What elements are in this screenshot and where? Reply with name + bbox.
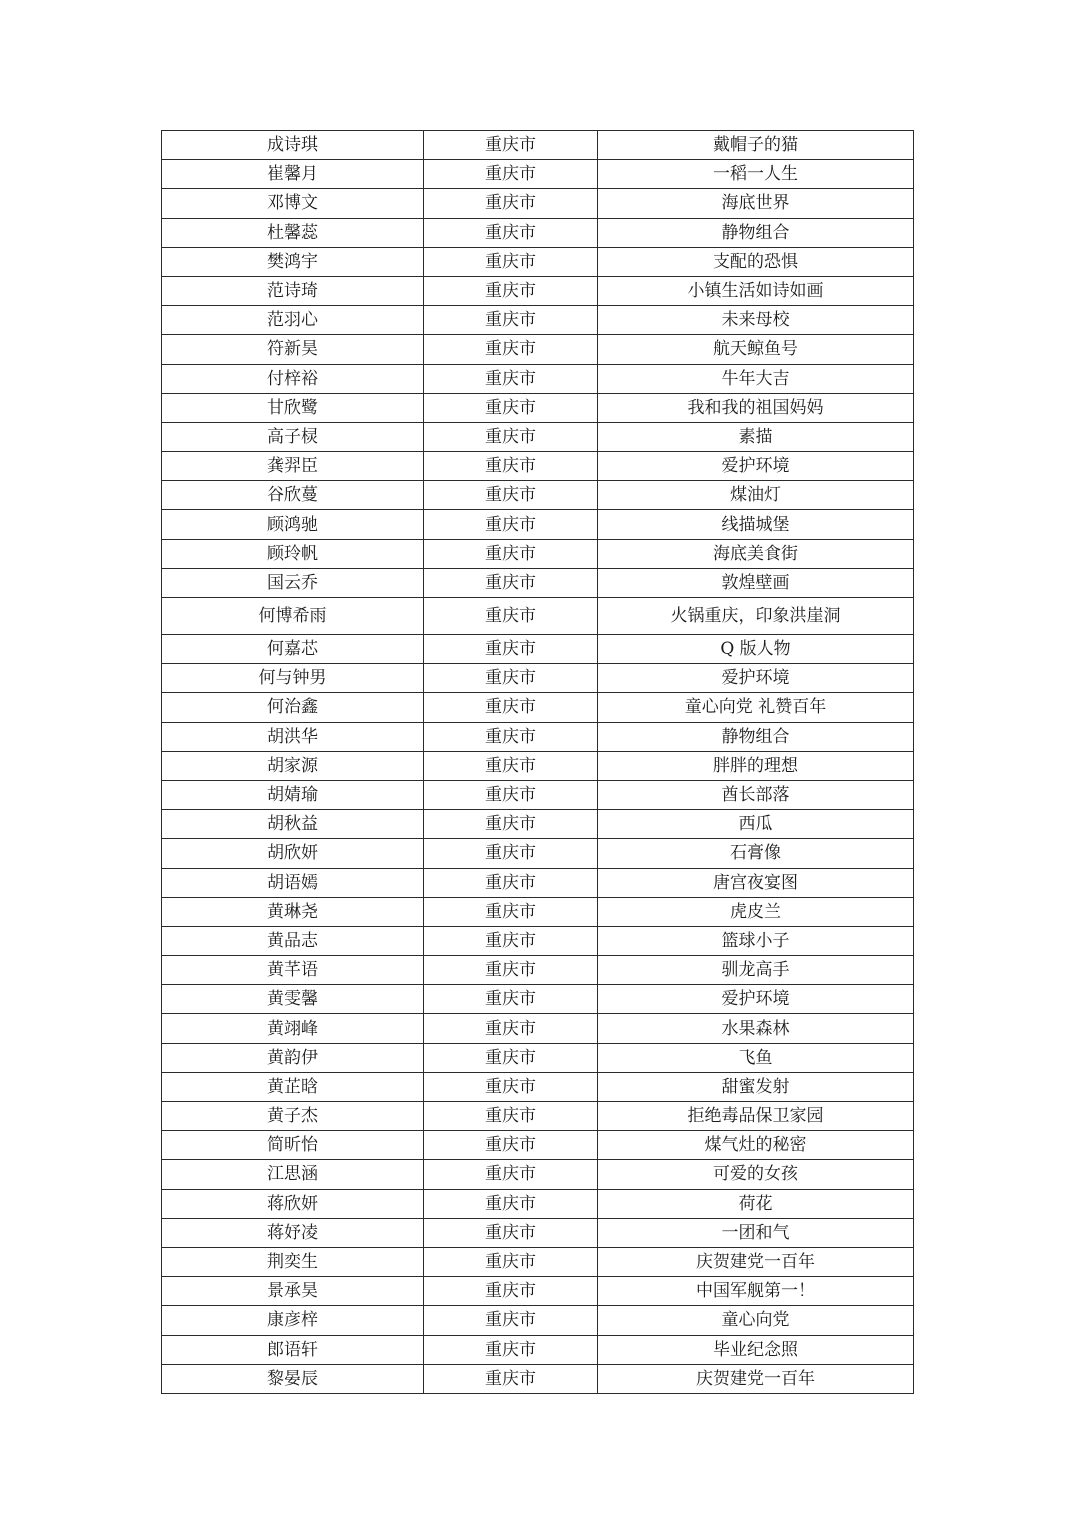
city-cell: 重庆市	[424, 247, 598, 276]
city-cell: 重庆市	[424, 985, 598, 1014]
table-row	[162, 393, 914, 422]
table-row	[162, 598, 914, 635]
name-cell: 何治鑫	[162, 693, 424, 722]
artwork-title-cell: 静物组合	[598, 218, 914, 247]
table-row	[162, 897, 914, 926]
city-cell: 重庆市	[424, 868, 598, 897]
name-cell: 黄琳尧	[162, 897, 424, 926]
name-cell: 黄芷晗	[162, 1072, 424, 1101]
name-cell: 黄翊峰	[162, 1014, 424, 1043]
table-row	[162, 131, 914, 160]
table-row	[162, 868, 914, 897]
city-cell: 重庆市	[424, 1043, 598, 1072]
name-cell: 胡洪华	[162, 722, 424, 751]
city-cell: 重庆市	[424, 1218, 598, 1247]
city-cell: 重庆市	[424, 335, 598, 364]
name-cell: 胡语嫣	[162, 868, 424, 897]
city-cell: 重庆市	[424, 539, 598, 568]
name-cell: 江思涵	[162, 1160, 424, 1189]
city-cell: 重庆市	[424, 780, 598, 809]
table-row	[162, 810, 914, 839]
name-cell: 景承昊	[162, 1277, 424, 1306]
artwork-title-cell: 小镇生活如诗如画	[598, 276, 914, 305]
city-cell: 重庆市	[424, 481, 598, 510]
artwork-title-cell: 拒绝毒品保卫家园	[598, 1102, 914, 1131]
city-cell: 重庆市	[424, 635, 598, 664]
city-cell: 重庆市	[424, 568, 598, 597]
table-row	[162, 1160, 914, 1189]
name-cell: 康彦梓	[162, 1306, 424, 1335]
name-cell: 符新昊	[162, 335, 424, 364]
table-row	[162, 1131, 914, 1160]
city-cell: 重庆市	[424, 393, 598, 422]
artwork-title-cell: 荷花	[598, 1189, 914, 1218]
city-cell: 重庆市	[424, 452, 598, 481]
table-row	[162, 218, 914, 247]
name-cell: 高子棂	[162, 422, 424, 451]
city-cell: 重庆市	[424, 926, 598, 955]
table-row	[162, 189, 914, 218]
name-cell: 胡婧瑜	[162, 780, 424, 809]
artwork-title-cell: 可爱的女孩	[598, 1160, 914, 1189]
city-cell: 重庆市	[424, 810, 598, 839]
name-cell: 龚羿臣	[162, 452, 424, 481]
table-row	[162, 364, 914, 393]
city-cell: 重庆市	[424, 1189, 598, 1218]
artwork-title-cell: 航天鲸鱼号	[598, 335, 914, 364]
table-row	[162, 839, 914, 868]
name-cell: 成诗琪	[162, 131, 424, 160]
city-cell: 重庆市	[424, 722, 598, 751]
table-row	[162, 1189, 914, 1218]
city-cell: 重庆市	[424, 664, 598, 693]
city-cell: 重庆市	[424, 751, 598, 780]
artwork-title-cell: 敦煌壁画	[598, 568, 914, 597]
table-row	[162, 568, 914, 597]
city-cell: 重庆市	[424, 1364, 598, 1393]
artwork-title-cell: 静物组合	[598, 722, 914, 751]
table-row	[162, 956, 914, 985]
name-cell: 胡欣妍	[162, 839, 424, 868]
table-row	[162, 510, 914, 539]
table-row	[162, 1277, 914, 1306]
city-cell: 重庆市	[424, 1160, 598, 1189]
artwork-title-cell: 水果森林	[598, 1014, 914, 1043]
city-cell: 重庆市	[424, 189, 598, 218]
name-cell: 荆奕生	[162, 1247, 424, 1276]
city-cell: 重庆市	[424, 218, 598, 247]
city-cell: 重庆市	[424, 598, 598, 635]
artwork-title-cell: 西瓜	[598, 810, 914, 839]
artwork-title-cell: 火锅重庆，印象洪崖洞	[598, 598, 914, 635]
table-row	[162, 247, 914, 276]
name-cell: 甘欣鹭	[162, 393, 424, 422]
table-row	[162, 985, 914, 1014]
artwork-title-cell: 中国军舰第一！	[598, 1277, 914, 1306]
artwork-title-cell: 虎皮兰	[598, 897, 914, 926]
artwork-title-cell: 童心向党	[598, 1306, 914, 1335]
artwork-title-cell: 我和我的祖国妈妈	[598, 393, 914, 422]
city-cell: 重庆市	[424, 306, 598, 335]
artwork-title-cell: Q 版人物	[598, 635, 914, 664]
name-cell: 黄品志	[162, 926, 424, 955]
name-cell: 简昕怡	[162, 1131, 424, 1160]
city-cell: 重庆市	[424, 510, 598, 539]
table-row	[162, 306, 914, 335]
city-cell: 重庆市	[424, 276, 598, 305]
artwork-title-cell: 驯龙高手	[598, 956, 914, 985]
table-row	[162, 1218, 914, 1247]
city-cell: 重庆市	[424, 839, 598, 868]
artwork-title-cell: 庆贺建党一百年	[598, 1364, 914, 1393]
table-row	[162, 664, 914, 693]
name-cell: 黎晏辰	[162, 1364, 424, 1393]
roster-table-body	[162, 131, 914, 1394]
name-cell: 黄芊语	[162, 956, 424, 985]
table-row	[162, 1364, 914, 1393]
roster-table	[161, 130, 914, 1394]
artwork-title-cell: 戴帽子的猫	[598, 131, 914, 160]
table-row	[162, 539, 914, 568]
table-row	[162, 1335, 914, 1364]
city-cell: 重庆市	[424, 1306, 598, 1335]
artwork-title-cell: 爱护环境	[598, 452, 914, 481]
artwork-title-cell: 线描城堡	[598, 510, 914, 539]
city-cell: 重庆市	[424, 1335, 598, 1364]
name-cell: 范诗琦	[162, 276, 424, 305]
table-row	[162, 635, 914, 664]
table-row	[162, 722, 914, 751]
artwork-title-cell: 飞鱼	[598, 1043, 914, 1072]
table-row	[162, 452, 914, 481]
artwork-title-cell: 素描	[598, 422, 914, 451]
artwork-title-cell: 篮球小子	[598, 926, 914, 955]
city-cell: 重庆市	[424, 364, 598, 393]
table-row	[162, 1247, 914, 1276]
table-row	[162, 1102, 914, 1131]
artwork-title-cell: 支配的恐惧	[598, 247, 914, 276]
name-cell: 崔馨月	[162, 160, 424, 189]
table-row	[162, 1014, 914, 1043]
city-cell: 重庆市	[424, 897, 598, 926]
table-row	[162, 693, 914, 722]
name-cell: 何博希雨	[162, 598, 424, 635]
artwork-title-cell: 爱护环境	[598, 664, 914, 693]
artwork-title-cell: 酋长部落	[598, 780, 914, 809]
artwork-title-cell: 唐宫夜宴图	[598, 868, 914, 897]
table-row	[162, 335, 914, 364]
artwork-title-cell: 未来母校	[598, 306, 914, 335]
table-row	[162, 751, 914, 780]
table-row	[162, 422, 914, 451]
name-cell: 顾玲帆	[162, 539, 424, 568]
name-cell: 何嘉芯	[162, 635, 424, 664]
table-row	[162, 1072, 914, 1101]
name-cell: 蒋欣妍	[162, 1189, 424, 1218]
city-cell: 重庆市	[424, 693, 598, 722]
table-row	[162, 1043, 914, 1072]
name-cell: 胡秋益	[162, 810, 424, 839]
name-cell: 黄雯馨	[162, 985, 424, 1014]
name-cell: 黄韵伊	[162, 1043, 424, 1072]
name-cell: 谷欣蔓	[162, 481, 424, 510]
artwork-title-cell: 海底美食街	[598, 539, 914, 568]
artwork-title-cell: 毕业纪念照	[598, 1335, 914, 1364]
table-row	[162, 1306, 914, 1335]
table-row	[162, 481, 914, 510]
city-cell: 重庆市	[424, 160, 598, 189]
name-cell: 杜馨蕊	[162, 218, 424, 247]
city-cell: 重庆市	[424, 1131, 598, 1160]
city-cell: 重庆市	[424, 422, 598, 451]
artwork-title-cell: 石膏像	[598, 839, 914, 868]
name-cell: 邓博文	[162, 189, 424, 218]
name-cell: 付梓裕	[162, 364, 424, 393]
artwork-title-cell: 一团和气	[598, 1218, 914, 1247]
artwork-title-cell: 甜蜜发射	[598, 1072, 914, 1101]
name-cell: 范羽心	[162, 306, 424, 335]
artwork-title-cell: 煤油灯	[598, 481, 914, 510]
city-cell: 重庆市	[424, 956, 598, 985]
artwork-title-cell: 童心向党 礼赞百年	[598, 693, 914, 722]
city-cell: 重庆市	[424, 1247, 598, 1276]
table-row	[162, 160, 914, 189]
name-cell: 国云乔	[162, 568, 424, 597]
city-cell: 重庆市	[424, 1014, 598, 1043]
city-cell: 重庆市	[424, 131, 598, 160]
name-cell: 郎语轩	[162, 1335, 424, 1364]
artwork-title-cell: 胖胖的理想	[598, 751, 914, 780]
name-cell: 胡家源	[162, 751, 424, 780]
name-cell: 蒋妤凌	[162, 1218, 424, 1247]
artwork-title-cell: 爱护环境	[598, 985, 914, 1014]
artwork-title-cell: 煤气灶的秘密	[598, 1131, 914, 1160]
name-cell: 黄子杰	[162, 1102, 424, 1131]
artwork-title-cell: 庆贺建党一百年	[598, 1247, 914, 1276]
city-cell: 重庆市	[424, 1072, 598, 1101]
city-cell: 重庆市	[424, 1102, 598, 1131]
artwork-title-cell: 牛年大吉	[598, 364, 914, 393]
artwork-title-cell: 海底世界	[598, 189, 914, 218]
name-cell: 何与钟男	[162, 664, 424, 693]
table-row	[162, 926, 914, 955]
name-cell: 樊鸿宇	[162, 247, 424, 276]
table-row	[162, 780, 914, 809]
table-row	[162, 276, 914, 305]
artwork-title-cell: 一稻一人生	[598, 160, 914, 189]
city-cell: 重庆市	[424, 1277, 598, 1306]
name-cell: 顾鸿驰	[162, 510, 424, 539]
